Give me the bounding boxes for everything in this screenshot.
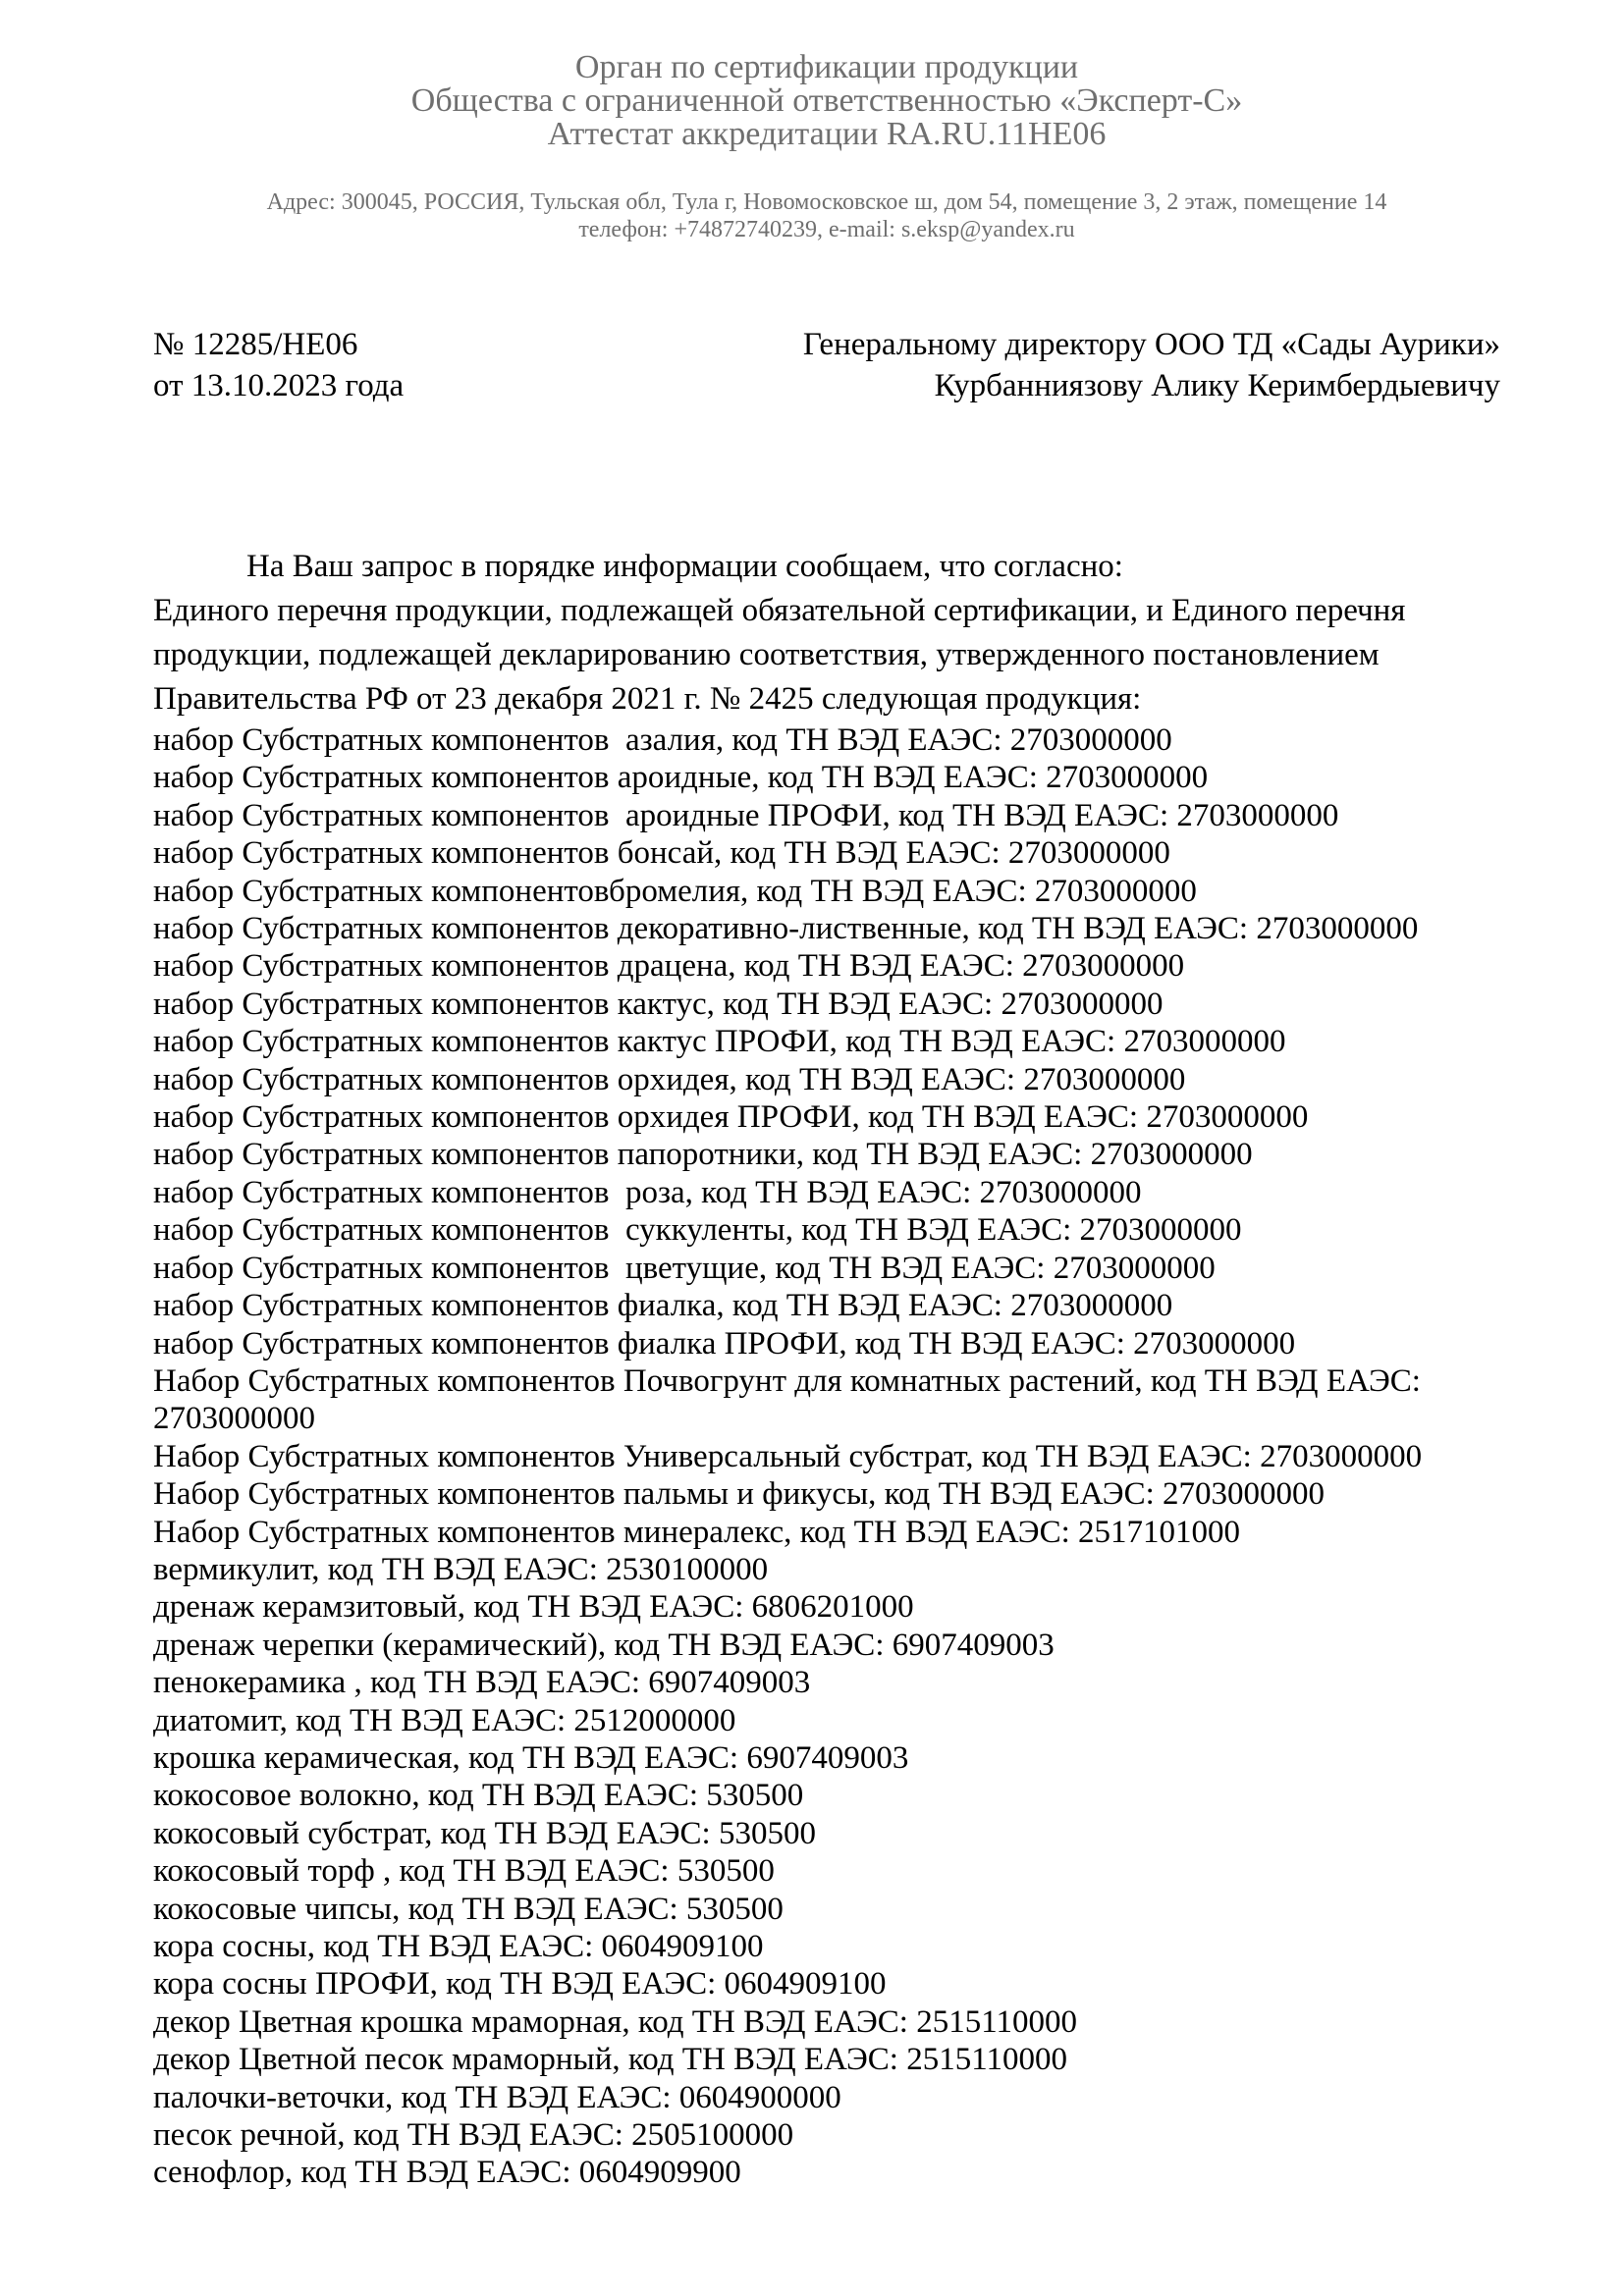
letterhead-contacts [153,188,1500,243]
accreditation-line: Аттестат аккредитации RA.RU.11НЕ06 [547,116,1107,152]
product-line: Набор Субстратных компонентов Универсальный субстрат, код ТН ВЭД ЕАЭС: 2703000000 [153,1438,1423,1474]
reference-recipient-row [0,324,1624,406]
product-line: набор Субстратных компонентов азалия, код ТН ВЭД ЕАЭС: 2703000000 [153,722,1172,758]
product-line: набор Субстратных компонентов орхидея ПРОФИ, код ТН ВЭД ЕАЭС: 2703000000 [153,1099,1309,1136]
recipient-title: Генеральному директору ООО ТД «Сады Аурики» [802,327,1500,362]
product-line: вермикулит, код ТН ВЭД ЕАЭС: 2530100000 [153,1551,769,1587]
intro-line: продукции, подлежащей декларированию соответствия, утвержденного постановлением [153,637,1380,672]
address-line: Адрес: 300045, РОССИЯ, Тульская обл, Тула г, Новомосковское ш, дом 54, помещение 3, 2 этаж, помещение 14 [266,189,1387,215]
product-line: набор Субстратных компонентов кактус, код ТН ВЭД ЕАЭС: 2703000000 [153,986,1164,1022]
letterhead [0,0,1624,243]
product-line: набор Субстратных компонентов бонсай, код ТН ВЭД ЕАЭС: 2703000000 [153,835,1170,872]
product-line: набор Субстратных компонентовбромелия, код ТН ВЭД ЕАЭС: 2703000000 [153,873,1197,909]
product-line: набор Субстратных компонентов кактус ПРОФИ, код ТН ВЭД ЕАЭС: 2703000000 [153,1024,1286,1060]
product-line: Набор Субстратных компонентов пальмы и фикусы, код ТН ВЭД ЕАЭС: 2703000000 [153,1476,1325,1513]
product-line: декор Цветная крошка мраморная, код ТН ВЭД ЕАЭС: 2515110000 [153,2003,1077,2040]
org-title-line1: Орган по сертификации продукции [574,49,1079,85]
outgoing-number: № 12285/НЕ06 [153,327,358,362]
phone-email-line: телефон: +74872740239, e-mail: s.eksp@yandex.ru [578,217,1075,242]
product-line: диатомит, код ТН ВЭД ЕАЭС: 2512000000 [153,1702,736,1738]
intro-line: Правительства РФ от 23 декабря 2021 г. № 2425 следующая продукция: [153,681,1142,717]
product-line: дренаж керамзитовый, код ТН ВЭД ЕАЭС: 6806201000 [153,1589,914,1626]
product-line: набор Субстратных компонентов орхидея, код ТН ВЭД ЕАЭС: 2703000000 [153,1061,1186,1097]
intro-paragraph [0,545,1624,721]
product-line: набор Субстратных компонентов суккуленты, код ТН ВЭД ЕАЭС: 2703000000 [153,1212,1242,1249]
product-line: сенофлор, код ТН ВЭД ЕАЭС: 0604909900 [153,2155,741,2191]
product-line: набор Субстратных компонентов ароидные, код ТН ВЭД ЕАЭС: 2703000000 [153,760,1209,796]
outgoing-date: от 13.10.2023 года [153,368,405,403]
recipient-block [803,324,1500,406]
product-line: кокосовый торф , код ТН ВЭД ЕАЭС: 530500 [153,1853,775,1890]
product-line: кокосовый субстрат, код ТН ВЭД ЕАЭС: 530500 [153,1815,816,1851]
product-line: декор Цветной песок мраморный, код ТН ВЭД ЕАЭС: 2515110000 [153,2042,1067,2078]
intro-line: Единого перечня продукции, подлежащей обязательной сертификации, и Единого перечня [153,593,1406,628]
product-line: крошка керамическая, код ТН ВЭД ЕАЭС: 6907409003 [153,1739,909,1776]
product-line: набор Субстратных компонентов роза, код ТН ВЭД ЕАЭС: 2703000000 [153,1174,1142,1210]
product-line: палочки-веточки, код ТН ВЭД ЕАЭС: 0604900000 [153,2079,841,2115]
product-line: Набор Субстратных компонентов Почвогрунт для комнатных растений, код ТН ВЭД ЕАЭС: [153,1362,1421,1399]
product-line: песок речной, код ТН ВЭД ЕАЭС: 2505100000 [153,2117,794,2154]
product-line: кокосовое волокно, код ТН ВЭД ЕАЭС: 530500 [153,1778,804,1814]
product-line: набор Субстратных компонентов декоративно-лиственные, код ТН ВЭД ЕАЭС: 2703000000 [153,911,1419,947]
reference-block [153,324,404,406]
product-line: набор Субстратных компонентов ароидные ПРОФИ, код ТН ВЭД ЕАЭС: 2703000000 [153,797,1339,833]
product-line: 2703000000 [153,1401,315,1437]
product-list [0,721,1624,2192]
product-line: набор Субстратных компонентов папоротники, код ТН ВЭД ЕАЭС: 2703000000 [153,1137,1253,1173]
org-title-line2: Общества с ограниченной ответственностью «Эксперт-С» [410,82,1243,119]
recipient-name: Курбанниязову Алику Керимбердыевичу [934,368,1500,403]
product-line: кокосовые чипсы, код ТН ВЭД ЕАЭС: 530500 [153,1891,784,1927]
product-line: набор Субстратных компонентов фиалка, код ТН ВЭД ЕАЭС: 2703000000 [153,1288,1173,1324]
product-line: набор Субстратных компонентов цветущие, код ТН ВЭД ЕАЭС: 2703000000 [153,1250,1216,1286]
intro-line: На Ваш запрос в порядке информации сообщаем, что согласно: [246,549,1123,584]
product-line: Набор Субстратных компонентов минералекс, код ТН ВЭД ЕАЭС: 2517101000 [153,1514,1240,1550]
product-line: кора сосны ПРОФИ, код ТН ВЭД ЕАЭС: 0604909100 [153,1966,887,2002]
product-line: набор Субстратных компонентов фиалка ПРОФИ, код ТН ВЭД ЕАЭС: 2703000000 [153,1325,1296,1362]
product-line: пенокерамика , код ТН ВЭД ЕАЭС: 6907409003 [153,1665,811,1701]
product-line: набор Субстратных компонентов драцена, код ТН ВЭД ЕАЭС: 2703000000 [153,948,1185,985]
product-line: дренаж черепки (керамический), код ТН ВЭД ЕАЭС: 6907409003 [153,1627,1055,1663]
product-line: кора сосны, код ТН ВЭД ЕАЭС: 0604909100 [153,1929,764,1964]
